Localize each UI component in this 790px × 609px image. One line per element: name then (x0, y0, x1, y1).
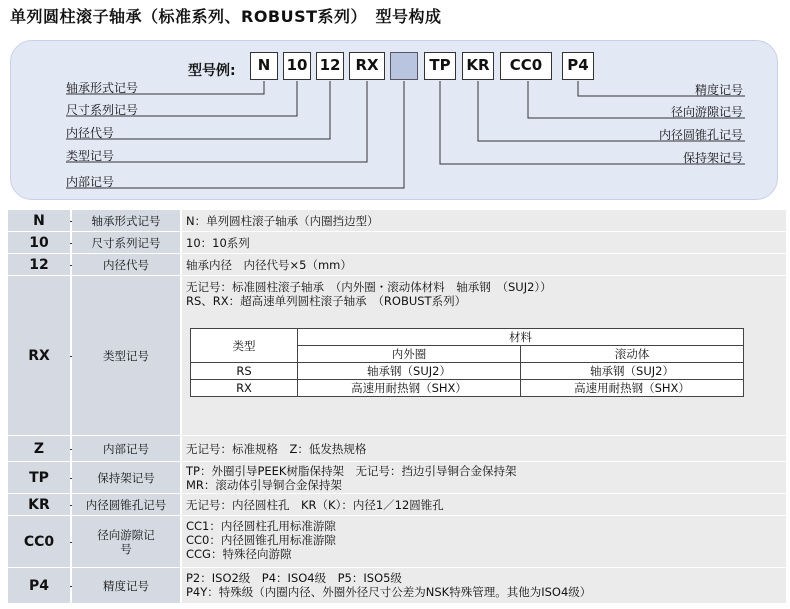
left-label-bore-code: 内径代号 (66, 126, 115, 140)
row-name: 内径圆锥孔记号 (72, 494, 180, 515)
left-label-dimension-series: 尺寸系列记号 (66, 103, 139, 117)
row-name: 类型记号 (72, 276, 180, 435)
row-name: 径向游隙记号 (72, 516, 180, 567)
right-label-tapered-bore: 内径圆锥孔记号 (658, 128, 743, 142)
material-row (191, 380, 744, 397)
right-label-precision: 精度记号 (694, 83, 743, 97)
table-row (8, 276, 786, 436)
description-line: RS、RX：超高速单列圆柱滚子轴承 （ROBUST系列） (186, 294, 467, 308)
code-box-blank (390, 52, 418, 80)
header-type: 类型 (191, 329, 298, 363)
material-type: RX (191, 380, 298, 397)
table-row (8, 494, 786, 516)
code-box-p4: P4 (562, 52, 594, 80)
row-code: Z (8, 436, 70, 461)
row-description (182, 232, 786, 253)
row-code: 12 (8, 254, 70, 275)
row-name: 精度记号 (72, 568, 180, 603)
row-description (182, 494, 786, 515)
row-name: 轴承形式记号 (72, 210, 180, 231)
right-label-radial-clearance: 径向游隙记号 (670, 105, 743, 119)
material-rollers: 轴承钢（SUJ2） (521, 363, 744, 380)
table-row (8, 568, 786, 604)
material-table (190, 328, 744, 397)
header-rings: 内外圈 (298, 346, 521, 363)
code-box-12: 12 (316, 52, 344, 80)
row-name: 保持架记号 (72, 462, 180, 493)
left-label-type-code: 类型记号 (66, 149, 115, 163)
right-label-cage: 保持架记号 (682, 151, 743, 165)
material-type: RS (191, 363, 298, 380)
table-row (8, 232, 786, 254)
material-rings: 轴承钢（SUJ2） (298, 363, 521, 380)
code-box-rx: RX (349, 52, 385, 80)
description-line: CC0：内径圆锥孔用标准游隙 (186, 533, 336, 547)
row-description (182, 254, 786, 275)
header-material: 材料 (298, 329, 744, 346)
row-name: 内部记号 (72, 436, 180, 461)
row-name: 尺寸系列记号 (72, 232, 180, 253)
material-row (191, 363, 744, 380)
row-description (182, 276, 786, 435)
row-code: CC0 (8, 516, 70, 567)
description-line: 10：10系列 (186, 236, 250, 250)
table-row (8, 254, 786, 276)
row-name: 内径代号 (72, 254, 180, 275)
code-box-kr: KR (462, 52, 494, 80)
row-code: KR (8, 494, 70, 515)
row-description (182, 210, 786, 231)
description-line: 无记号：标准规格 Z：低发热规格 (186, 442, 367, 456)
description-line: N：单列圆柱滚子轴承（内圈挡边型） (186, 214, 379, 228)
table-row (8, 210, 786, 232)
description-line: TP：外圈引导PEEK树脂保持架 无记号：挡边引导铜合金保持架 (186, 464, 517, 478)
description-line: P4Y：特殊级（内圈内径、外圈外径尺寸公差为NSK特殊管理。其他为ISO4级） (186, 585, 592, 599)
code-box-tp: TP (424, 52, 456, 80)
row-code: N (8, 210, 70, 231)
table-row (8, 516, 786, 568)
page-title: 单列圆柱滚子轴承（标准系列、ROBUST系列） 型号构成 (10, 7, 442, 26)
row-description (182, 436, 786, 461)
row-description (182, 516, 786, 567)
description-line: 无记号：标准圆柱滚子轴承 （内外圈・滚动体材料 轴承钢 （SUJ2）） (186, 280, 552, 294)
description-line: CC1：内径圆柱孔用标准游隙 (186, 519, 336, 533)
code-box-n: N (250, 52, 278, 80)
row-code: RX (8, 276, 70, 435)
description-line: 轴承内径 内径代号×5（mm） (186, 258, 352, 272)
row-description (182, 568, 786, 603)
header-rollers: 滚动体 (521, 346, 744, 363)
row-code: TP (8, 462, 70, 493)
material-rollers: 高速用耐热钢（SHX） (521, 380, 744, 397)
table-row (8, 462, 786, 494)
table-row (8, 436, 786, 462)
material-rings: 高速用耐热钢（SHX） (298, 380, 521, 397)
example-label: 型号例: (188, 63, 236, 79)
description-line: P2：ISO2级 P4：ISO4级 P5：ISO5级 (186, 571, 402, 585)
row-code: 10 (8, 232, 70, 253)
row-code: P4 (8, 568, 70, 603)
description-line: MR：滚动体引导铜合金保持架 (186, 478, 342, 492)
row-description (182, 462, 786, 493)
description-line: CCG：特殊径向游隙 (186, 547, 292, 561)
left-label-internal-code: 内部记号 (66, 175, 115, 189)
description-line: 无记号：内径圆柱孔 KR（K）：内径1／12圆锥孔 (186, 498, 444, 512)
code-box-10: 10 (283, 52, 311, 80)
left-label-bearing-type: 轴承形式记号 (66, 81, 139, 95)
code-box-cc0: CC0 (500, 52, 552, 80)
